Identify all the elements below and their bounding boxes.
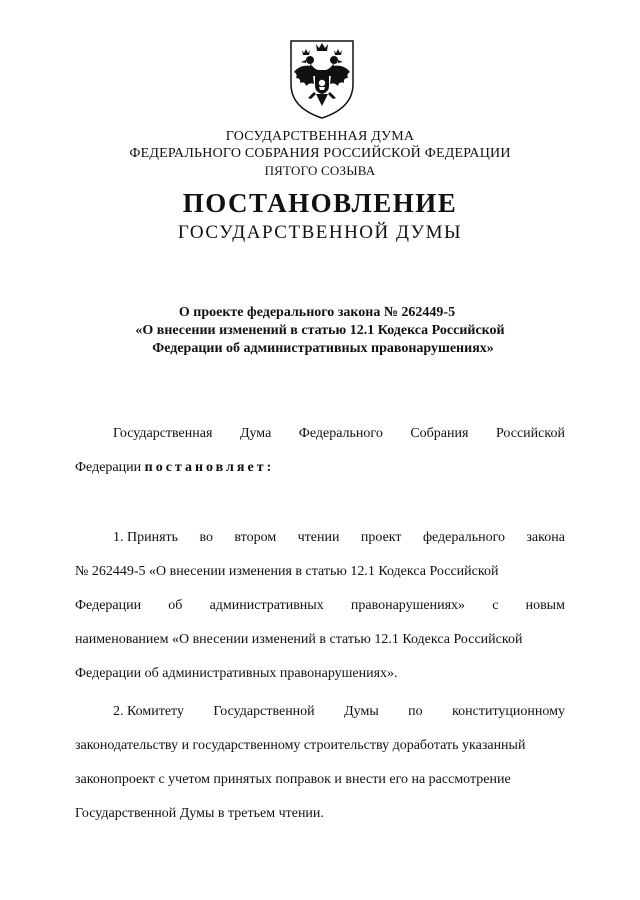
word: Собрания — [410, 426, 469, 441]
word: конституционному — [452, 704, 565, 719]
subject-line-3: Федерации об административных правонарушениях» — [152, 341, 494, 356]
item1-line-2: № 262449-5 «О внесении изменения в статью 12.1 Кодекса Российской — [75, 564, 499, 579]
word: правонарушениях» — [350, 598, 466, 613]
word: проект — [360, 530, 402, 545]
preamble-text: Федерации — [75, 460, 142, 475]
word: Дума — [239, 426, 272, 441]
word: чтении — [297, 530, 340, 545]
preamble-line-2 — [75, 460, 565, 476]
item1-line-4: наименованием «О внесении изменений в статью 12.1 Кодекса Российской — [75, 632, 523, 647]
word: во — [199, 530, 213, 545]
word: втором — [234, 530, 277, 545]
word: закона — [526, 530, 565, 545]
item2-line-3: законопроект с учетом принятых поправок и внести его на рассмотрение — [75, 772, 511, 787]
word: Федерации — [75, 598, 142, 613]
word: об — [168, 598, 183, 613]
subject-line-2: «О внесении изменений в статью 12.1 Кодекса Российской — [135, 323, 505, 338]
subject-line-1: О проекте федерального закона № 262449-5 — [178, 305, 456, 320]
word: Государственной — [213, 704, 315, 719]
item1-line-5: Федерации об административных правонарушениях». — [75, 666, 398, 681]
issuer-title: ГОСУДАРСТВЕННОЙ ДУМЫ — [177, 222, 463, 243]
header-line-3: ПЯТОГО СОЗЫВА — [264, 163, 376, 178]
preamble-emphasis: постановляет: — [144, 460, 275, 475]
word: с — [492, 598, 499, 613]
word: по — [408, 704, 423, 719]
word: Российской — [495, 426, 565, 441]
word: Государственная — [113, 426, 213, 441]
word: новым — [525, 598, 565, 613]
word: Федерального — [298, 426, 383, 441]
header-line-2: ФЕДЕРАЛЬНОГО СОБРАНИЯ РОССИЙСКОЙ ФЕДЕРАЦИИ — [129, 146, 511, 161]
item2-line-4: Государственной Думы в третьем чтении. — [75, 806, 324, 821]
word: 2. Комитету — [113, 704, 184, 719]
word: Думы — [344, 704, 379, 719]
item2-line-2: законодательству и государственному строительству доработать указанный — [75, 738, 526, 753]
item1-line-3 — [75, 598, 565, 614]
preamble-line-1 — [113, 426, 565, 442]
word: административных — [209, 598, 324, 613]
item1-line-1 — [113, 530, 565, 546]
item2-line-1 — [113, 704, 565, 720]
header-line-1: ГОСУДАРСТВЕННАЯ ДУМА — [225, 129, 415, 144]
word: федерального — [422, 530, 505, 545]
document-type-title: ПОСТАНОВЛЕНИЕ — [182, 188, 458, 218]
word: 1. Принять — [113, 530, 179, 545]
double-headed-eagle-icon — [288, 36, 356, 120]
